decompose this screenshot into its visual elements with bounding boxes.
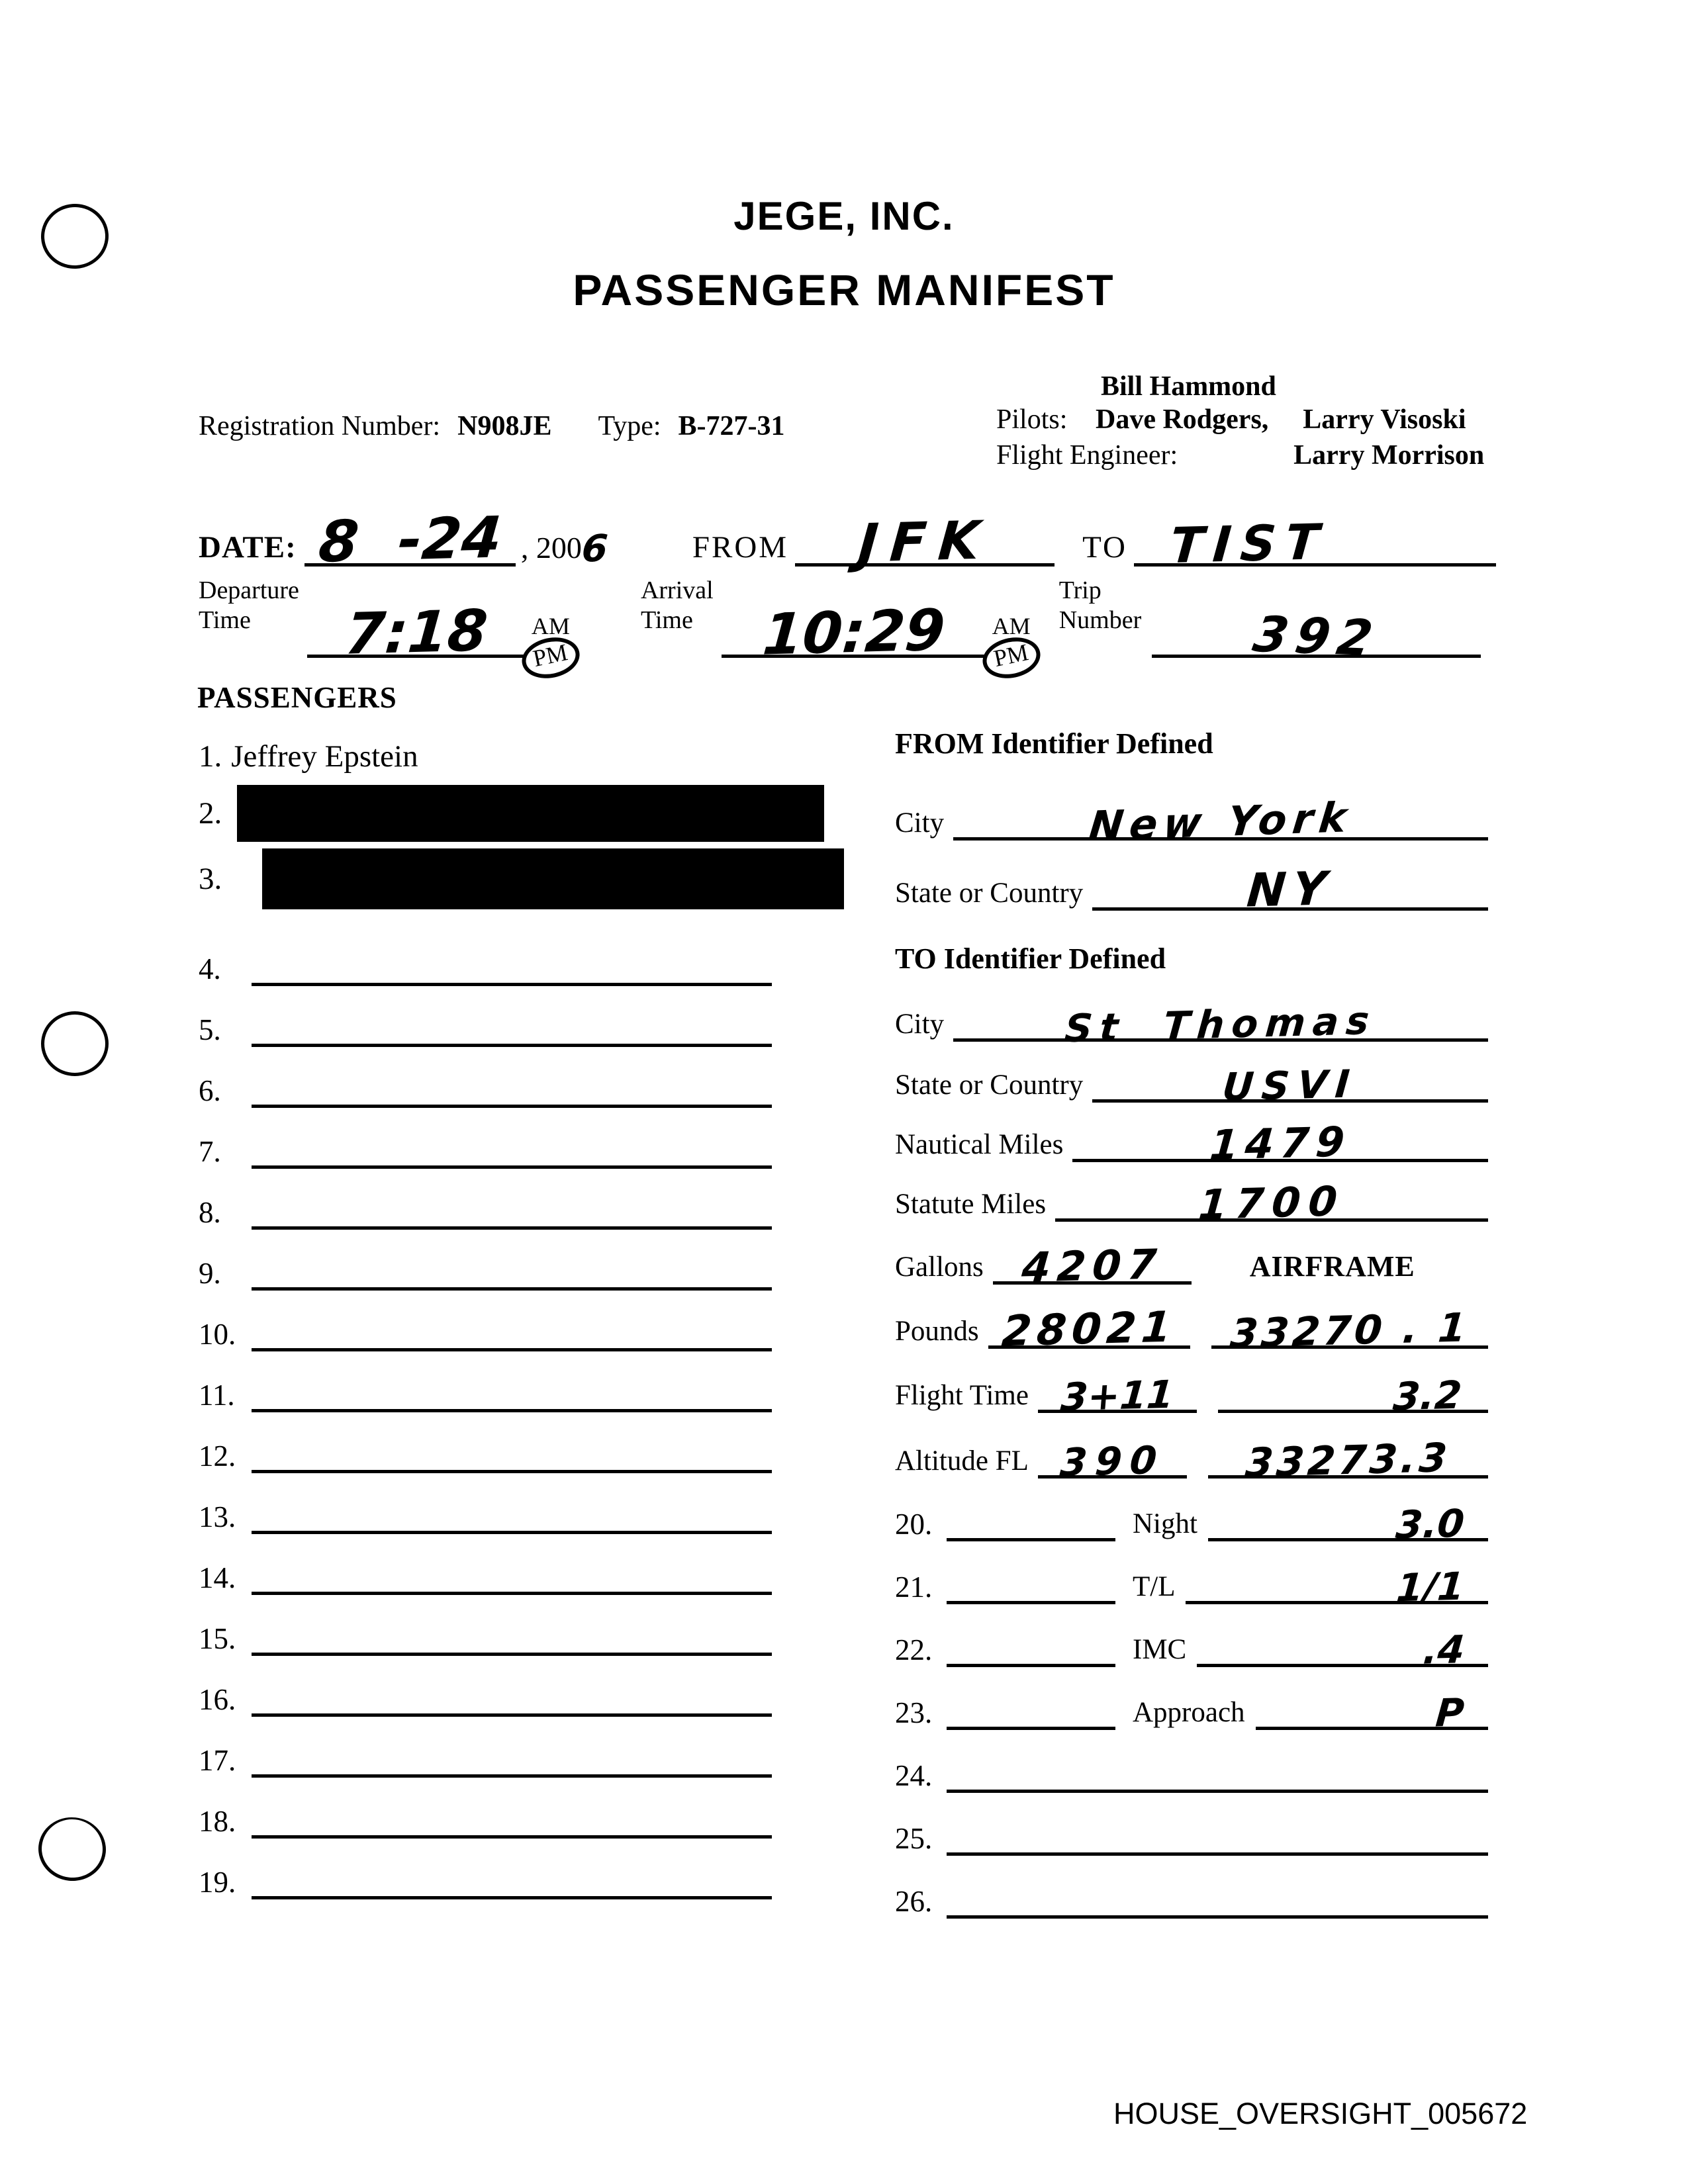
airframe-altitude-field <box>1208 1434 1488 1487</box>
year-written-digit: 6 <box>580 527 610 571</box>
passenger-number: 19. <box>199 1866 236 1899</box>
arrival-time-label: Arrival Time <box>640 576 714 634</box>
blank-line <box>947 1852 1488 1856</box>
altitude-row <box>895 1413 1488 1487</box>
from-state-field <box>1092 861 1488 918</box>
city-label: City <box>895 1009 945 1040</box>
from-label: FROM <box>692 530 789 565</box>
passenger-number: 10. <box>199 1318 236 1351</box>
pilot-larry-visoski: Larry Visoski <box>1303 404 1466 435</box>
gallons-field <box>993 1240 1192 1292</box>
aircraft-type-label: Type: <box>598 411 661 441</box>
hole-punch <box>35 1814 109 1884</box>
from-state-row <box>895 841 1488 918</box>
approach-value: P <box>1434 1690 1466 1736</box>
blank-line <box>252 1531 772 1534</box>
from-field <box>795 509 1055 574</box>
blank-line <box>252 1592 772 1595</box>
passenger-line <box>199 1412 772 1473</box>
departure-ampm <box>522 614 580 678</box>
departure-time-field <box>307 598 526 668</box>
blank-line <box>252 1226 772 1230</box>
passenger-line <box>199 1047 772 1108</box>
to-state-field <box>1092 1061 1488 1110</box>
date-label: DATE: <box>199 530 297 565</box>
company-name: JEGE, INC. <box>733 194 955 238</box>
airframe-pounds-field <box>1211 1304 1488 1357</box>
am-label: AM <box>992 613 1031 640</box>
from-state-value: NY <box>1245 861 1336 918</box>
numbered-line-row <box>895 1604 1488 1673</box>
from-city-field <box>953 793 1488 850</box>
blank-line <box>252 1835 772 1839</box>
document-id: HOUSE_OVERSIGHT_005672 <box>1113 2097 1528 2130</box>
pilot-dave-rodgers: Dave Rodgers, <box>1096 404 1269 435</box>
blank-line <box>252 1713 772 1717</box>
tl-field <box>1186 1563 1488 1611</box>
year-printed: , 200 <box>520 531 582 565</box>
numbered-line-row <box>895 1541 1488 1611</box>
pounds-label: Pounds <box>895 1316 979 1347</box>
passenger-number: 5. <box>199 1013 221 1046</box>
date-route-row <box>199 498 1496 576</box>
airframe-flight-time-field <box>1218 1372 1488 1420</box>
passenger-number: 8. <box>199 1196 221 1229</box>
blank-line <box>252 1165 772 1169</box>
blank-line <box>252 1409 772 1412</box>
passenger-entry-redacted <box>199 785 824 842</box>
passenger-entry <box>199 739 418 774</box>
line-number: 24. <box>895 1759 933 1792</box>
from-city-value: New York <box>1086 793 1355 850</box>
passenger-line <box>199 1108 772 1169</box>
nautical-miles-value: 1479 <box>1207 1117 1353 1169</box>
pm-label: PM <box>530 639 570 672</box>
pounds-field <box>988 1302 1190 1357</box>
passenger-line <box>199 1717 772 1778</box>
passenger-blank-lines <box>199 925 772 1899</box>
blank-line <box>252 1044 772 1047</box>
tl-value: 1/1 <box>1395 1563 1466 1611</box>
flight-time-value: 3+11 <box>1059 1371 1176 1420</box>
hole-punch <box>41 1011 109 1076</box>
line-number: 22. <box>895 1633 933 1666</box>
flight-engineer-line <box>996 439 1484 471</box>
trip-number-label: Trip Number <box>1058 576 1142 634</box>
passenger-line <box>199 1351 772 1412</box>
aircraft-type-value: B-727-31 <box>678 411 785 441</box>
passenger-line <box>199 1595 772 1656</box>
date-field <box>305 504 516 576</box>
passenger-line <box>199 1534 772 1595</box>
imc-value: .4 <box>1421 1627 1466 1673</box>
passenger-number: 3. <box>199 862 222 896</box>
approach-field <box>1256 1690 1488 1736</box>
flight-engineer-value: Larry Morrison <box>1293 440 1485 471</box>
passenger-number: 4. <box>199 952 221 985</box>
to-state-value: USVI <box>1221 1061 1360 1110</box>
from-value: JFK <box>856 509 994 574</box>
blank-line <box>252 983 772 986</box>
statute-miles-value: 1700 <box>1196 1177 1347 1229</box>
passenger-line <box>199 986 772 1047</box>
passenger-line <box>199 925 772 986</box>
redaction-bar <box>237 785 824 842</box>
to-value: TIST <box>1168 513 1331 575</box>
line-number: 21. <box>895 1570 933 1604</box>
airframe-altitude-value: 33273.3 <box>1244 1434 1452 1487</box>
pilot-bill-hammond: Bill Hammond <box>1101 371 1276 402</box>
to-city-row <box>895 976 1488 1052</box>
nautical-miles-row <box>895 1103 1488 1169</box>
passenger-line <box>199 1656 772 1717</box>
night-field <box>1208 1500 1488 1548</box>
gallons-label: Gallons <box>895 1251 984 1283</box>
passenger-number: 13. <box>199 1500 236 1533</box>
date-value: 8 -24 <box>316 504 504 576</box>
flight-time-row <box>895 1349 1488 1420</box>
pm-circled-icon <box>978 633 1044 684</box>
flight-details-column <box>895 727 1488 1919</box>
aircraft-info-row <box>199 371 1523 483</box>
line-number: 25. <box>895 1822 933 1855</box>
statute-miles-label: Statute Miles <box>895 1189 1047 1220</box>
passenger-number: 15. <box>199 1622 236 1655</box>
departure-time-label: Departure Time <box>199 576 299 634</box>
to-identifier-heading: TO Identifier Defined <box>895 942 1166 975</box>
departure-time-value: 7:18 <box>342 598 491 668</box>
passenger-number: 6. <box>199 1074 221 1107</box>
altitude-value: 390 <box>1058 1437 1166 1486</box>
passengers-heading: PASSENGERS <box>197 681 397 714</box>
line-number: 20. <box>895 1508 933 1541</box>
to-city-value: St Thomas <box>1063 997 1379 1052</box>
statute-miles-field <box>1055 1177 1488 1229</box>
airframe-heading: AIRFRAME <box>1249 1250 1415 1283</box>
passenger-number: 9. <box>199 1257 221 1290</box>
nautical-miles-label: Nautical Miles <box>895 1129 1064 1160</box>
altitude-label: Altitude FL <box>895 1445 1029 1477</box>
passenger-number: 7. <box>199 1135 221 1168</box>
registration-block <box>199 410 785 442</box>
blank-line <box>252 1287 772 1291</box>
page-title: PASSENGER MANIFEST <box>573 265 1115 314</box>
flight-engineer-label: Flight Engineer: <box>996 440 1178 471</box>
passenger-number: 16. <box>199 1683 236 1716</box>
redaction-bar <box>262 848 844 909</box>
passenger-line <box>199 1169 772 1230</box>
numbered-line-row <box>895 1479 1488 1548</box>
passenger-number: 1. <box>199 739 222 774</box>
numbered-line-row <box>895 1730 1488 1793</box>
flight-time-field <box>1038 1371 1197 1420</box>
city-label: City <box>895 807 945 839</box>
night-label: Night <box>1133 1508 1197 1539</box>
from-city-row <box>895 766 1488 850</box>
flight-time-label: Flight Time <box>895 1380 1029 1411</box>
passenger-number: 14. <box>199 1561 236 1594</box>
tl-label: T/L <box>1133 1571 1176 1602</box>
blank-line <box>947 1664 1115 1667</box>
blank-line <box>947 1538 1115 1541</box>
altitude-field <box>1038 1437 1187 1486</box>
imc-label: IMC <box>1133 1634 1187 1665</box>
statute-miles-row <box>895 1162 1488 1229</box>
to-label: TO <box>1082 530 1127 565</box>
passenger-number: 11. <box>199 1379 235 1412</box>
am-label: AM <box>531 613 570 640</box>
state-country-label: State or Country <box>895 878 1084 909</box>
from-identifier-heading: FROM Identifier Defined <box>895 727 1213 760</box>
passenger-number: 2. <box>199 796 222 831</box>
blank-line <box>252 1105 772 1108</box>
trip-number-field <box>1152 606 1481 668</box>
blank-line <box>252 1348 772 1351</box>
passenger-line <box>199 1778 772 1839</box>
passenger-number: 12. <box>199 1439 236 1473</box>
passenger-number: 18. <box>199 1805 236 1838</box>
passenger-entry-redacted <box>199 848 844 909</box>
to-state-row <box>895 1042 1488 1110</box>
night-value: 3.0 <box>1394 1500 1466 1548</box>
pounds-value: 28021 <box>1000 1302 1178 1357</box>
imc-field <box>1197 1627 1488 1673</box>
pm-circled-icon <box>518 633 584 684</box>
to-field <box>1134 513 1496 575</box>
gallons-row <box>895 1222 1488 1292</box>
line-number: 26. <box>895 1885 933 1918</box>
to-city-field <box>953 997 1488 1052</box>
gallons-value: 4207 <box>1019 1240 1165 1292</box>
times-row <box>199 570 1516 672</box>
airframe-pounds-value: 33270 . 1 <box>1228 1304 1472 1357</box>
registration-number-label: Registration Number: <box>199 411 441 441</box>
numbered-line-row <box>895 1856 1488 1919</box>
passenger-line <box>199 1291 772 1351</box>
pilots-label: Pilots: <box>996 404 1068 435</box>
crew-block <box>996 371 1484 471</box>
blank-line <box>947 1790 1488 1793</box>
arrival-time-value: 10:29 <box>760 597 947 668</box>
blank-line <box>947 1601 1115 1604</box>
blank-line <box>947 1727 1115 1730</box>
state-country-label: State or Country <box>895 1069 1084 1101</box>
pm-label: PM <box>991 639 1031 672</box>
passenger-line <box>199 1839 772 1899</box>
blank-line <box>252 1896 772 1899</box>
numbered-line-row <box>895 1667 1488 1736</box>
pounds-row <box>895 1285 1488 1357</box>
blank-line <box>947 1915 1488 1919</box>
blank-line <box>252 1470 772 1473</box>
pilots-line <box>996 404 1484 435</box>
trip-number-value: 392 <box>1248 606 1384 668</box>
arrival-time-field <box>722 597 986 668</box>
nautical-miles-field <box>1072 1117 1488 1169</box>
passenger-line <box>199 1473 772 1534</box>
line-number: 23. <box>895 1696 933 1729</box>
numbered-line-row <box>895 1793 1488 1856</box>
blank-line <box>252 1653 772 1656</box>
registration-number-value: N908JE <box>457 411 552 441</box>
passenger-number: 17. <box>199 1744 236 1777</box>
passenger-name: Jeffrey Epstein <box>231 739 418 774</box>
airframe-flight-time-value: 3.2 <box>1391 1372 1464 1420</box>
arrival-ampm <box>982 614 1041 678</box>
approach-label: Approach <box>1133 1697 1245 1728</box>
passenger-line <box>199 1230 772 1291</box>
blank-line <box>252 1774 772 1778</box>
